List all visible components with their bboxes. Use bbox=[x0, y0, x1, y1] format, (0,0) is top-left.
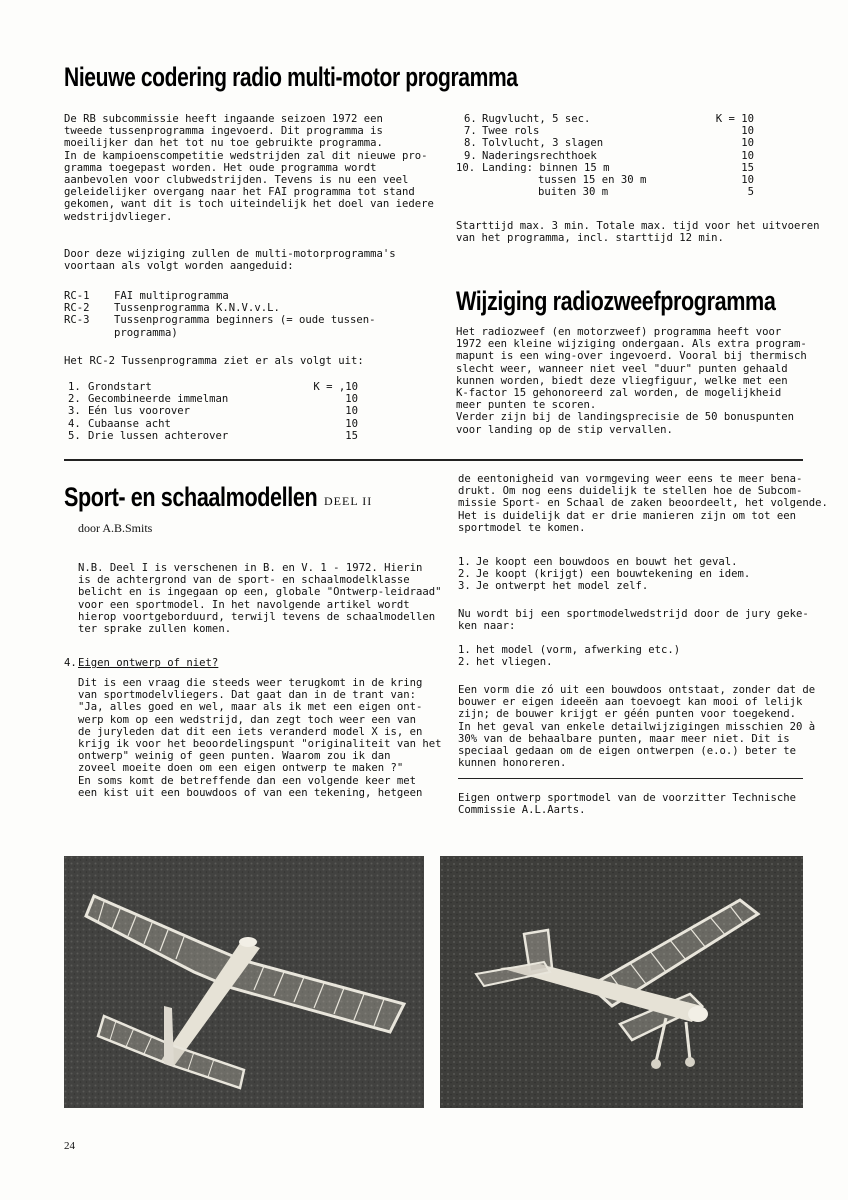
text-line: slecht weer, wanneer niet veel "duur" punten gehaald bbox=[456, 362, 788, 375]
text-line: speciaal gedaan om de eigen ontwerpen (e.o.) beter te bbox=[458, 744, 797, 757]
text-line: Het is duidelijk dat er drie manieren zijn om tot een bbox=[458, 509, 797, 522]
text-line: kunnen worden, biedt deze vliegfiguur, welke met een bbox=[456, 374, 788, 387]
text-line: drukt. Om nog eens duidelijk te stellen hoe de Subcom- bbox=[458, 485, 803, 498]
text-line: de juryleden dat dit een iets veranderd model X is, en bbox=[78, 725, 423, 738]
text-line: werp kom op een wedstrijd, dan zegt toch weer een van bbox=[78, 713, 417, 726]
text-line: 30% van de behaalbare punten, maar meer niet. Dit is bbox=[458, 732, 790, 745]
article2-body bbox=[456, 326, 807, 436]
text-line: voor een sportmodel. In het navolgende artikel wordt bbox=[78, 598, 410, 611]
text-line: van het programma, incl. starttijd 12 min. bbox=[456, 232, 724, 245]
list-item: tussen 15 en 30 m 10 bbox=[538, 173, 754, 186]
program-codes bbox=[64, 290, 404, 339]
text-line: In het geval van enkele detailwijzigingen misschien 20 à bbox=[458, 720, 816, 733]
text-line: Het radiozweef (en motorzweef) programma heeft voor bbox=[456, 326, 782, 338]
code-row bbox=[64, 327, 404, 339]
code-row bbox=[64, 302, 404, 314]
list-item: 3. Eén lus voorover 10 bbox=[68, 405, 358, 418]
code-label: RC-2 bbox=[64, 302, 90, 315]
text-line: zijn; de bouwer krijgt er géén punten voor toegekend. bbox=[458, 708, 797, 721]
list-item: 9. Naderingsrechthoek 10 bbox=[464, 149, 754, 162]
text-line: gekomen, want dit is toch uiteindelijk het doel van iedere bbox=[64, 198, 434, 211]
list-item: 2. het vliegen. bbox=[458, 656, 553, 669]
sport-model-photo-left bbox=[64, 856, 424, 1108]
text-line: K-factor 15 gehonoreerd zal worden, de mogelijkheid bbox=[456, 386, 782, 399]
text-line: sportmodel te komen. bbox=[458, 521, 586, 534]
article1-title: Nieuwe codering radio multi-motor programma bbox=[64, 62, 518, 92]
section-title: Eigen ontwerp of niet? bbox=[78, 657, 219, 669]
rc2-intro: Het RC-2 Tussenprogramma ziet er als volgt uit: bbox=[64, 355, 364, 367]
article3-author: door A.B.Smits bbox=[78, 521, 153, 535]
rc2-list-right bbox=[456, 113, 754, 198]
article3-part: DEEL II bbox=[324, 494, 373, 508]
text-line: van sportmodelvliegers. Dat gaat dan in de trant van: bbox=[78, 689, 417, 702]
text-line: wedstrijdvlieger. bbox=[64, 210, 173, 223]
text-line: "Ja, alles goed en wel, maar als ik met een eigen ont- bbox=[78, 701, 423, 714]
text-line: Verder zijn bij de landingsprecisie de 50 bonuspunten bbox=[456, 411, 795, 424]
code-desc: FAI multiprogramma bbox=[114, 290, 229, 302]
text-line: missie Sport- en Schaal de zaken beoordeelt, het volgende. bbox=[458, 497, 828, 510]
article1-intro bbox=[64, 113, 434, 223]
text-line: voortaan als volgt worden aangeduid: bbox=[64, 260, 294, 273]
starttijd-note bbox=[456, 220, 820, 245]
three-ways-list bbox=[458, 556, 788, 593]
code-label: RC-1 bbox=[64, 290, 90, 302]
list-item: 6. Rugvlucht, 5 sec. K = 10 bbox=[464, 113, 754, 125]
text-line: N.B. Deel I is verschenen in B. en V. 1 - 1972. Hierin bbox=[78, 562, 423, 574]
list-item: 1. het model (vorm, afwerking etc.) bbox=[458, 644, 681, 656]
nb-note bbox=[78, 562, 442, 635]
text-line: Starttijd max. 3 min. Totale max. tijd voor het uitvoeren bbox=[456, 220, 820, 232]
text-line: de eentonigheid van vormgeving weer eens te meer bena- bbox=[458, 473, 803, 485]
list-item: 8. Tolvlucht, 3 slagen 10 bbox=[464, 137, 754, 150]
article1-para2 bbox=[64, 248, 404, 272]
section-number: 4. bbox=[64, 657, 77, 669]
text-line: De RB subcommissie heeft ingaande seizoen 1972 een bbox=[64, 113, 383, 125]
text-line: Door deze wijziging zullen de multi-motorprogramma's bbox=[64, 248, 396, 260]
list-item: 4. Cubaanse acht 10 bbox=[68, 417, 358, 430]
section-heading bbox=[64, 657, 414, 669]
text-line: ontwerp" weinig of geen punten. Waarom zou ik dan bbox=[78, 750, 391, 763]
code-row bbox=[64, 290, 404, 302]
model-airplane-image bbox=[440, 856, 803, 1108]
text-line: Commissie A.L.Aarts. bbox=[458, 804, 586, 817]
text-line: meer punten te scoren. bbox=[456, 399, 597, 412]
page-number: 24 bbox=[64, 1140, 75, 1152]
list-item: 2. Gecombineerde immelman 10 bbox=[68, 393, 358, 406]
text-line: In de kampioenscompetitie wedstrijden zal dit nieuwe pro- bbox=[64, 149, 428, 162]
text-line: belicht en is ingegaan op een, globale "Ontwerp-leidraad" bbox=[78, 586, 442, 599]
list-item: 2. Je koopt (krijgt) een bouwtekening en idem. bbox=[458, 568, 751, 581]
list-item: 5. Drie lussen achterover 15 bbox=[68, 429, 358, 442]
text-line: zoveel moeite doen om een eigen ontwerp te maken ?" bbox=[78, 762, 404, 775]
text-line: bouwer er eigen ideeën aan toevoegt kan mooi of lelijk bbox=[458, 696, 803, 709]
caption-rule bbox=[458, 778, 803, 779]
code-row bbox=[64, 314, 404, 326]
article3-right-col bbox=[458, 473, 828, 534]
list-item: 10. Landing: binnen 15 m 15 bbox=[456, 161, 754, 174]
rc2-list-left bbox=[64, 381, 364, 442]
code-desc: programma) bbox=[114, 326, 178, 339]
list-item: 7. Twee rols 10 bbox=[464, 125, 754, 138]
section-divider bbox=[64, 459, 803, 461]
text-line: ter sprake zullen komen. bbox=[78, 622, 232, 635]
text-line: hierop voortgeborduurd, terwijl tevens de schaalmodellen bbox=[78, 610, 436, 623]
text-line: krijg ik voor het beoordelingspunt "originaliteit van het bbox=[78, 737, 442, 750]
jury-list bbox=[458, 644, 788, 668]
model-airplane-image bbox=[64, 856, 424, 1108]
text-line: gramma toegepast worden. Het oude programma wordt bbox=[64, 161, 377, 174]
text-line: 1972 een kleine wijziging ondergaan. Als extra program- bbox=[456, 338, 807, 351]
jury-intro bbox=[458, 608, 809, 633]
code-desc: Tussenprogramma beginners (= oude tussen- bbox=[114, 314, 376, 327]
list-item: 1. Grondstart K = ,10 bbox=[68, 381, 358, 393]
text-line: is de achtergrond van de sport- en schaalmodelklasse bbox=[78, 574, 410, 587]
text-line: En soms komt de betreffende dan een volgende keer met bbox=[78, 774, 417, 787]
text-line: Dit is een vraag die steeds weer terugkomt in de kring bbox=[78, 677, 423, 689]
text-line: geleidelijker overgang naar het FAI programma tot stand bbox=[64, 186, 415, 199]
article3-title: Sport- en schaalmodellen bbox=[64, 482, 318, 512]
article2-title: Wijziging radiozweefprogramma bbox=[456, 286, 776, 316]
text-line: tweede tussenprogramma ingevoerd. Dit programma is bbox=[64, 125, 383, 138]
text-line: Een vorm die zó uit een bouwdoos ontstaat, zonder dat de bbox=[458, 684, 816, 696]
text-line: ken naar: bbox=[458, 620, 516, 633]
text-line: aanbevolen voor clubwedstrijden. Tevens is nu een veel bbox=[64, 173, 409, 186]
photo-caption bbox=[458, 792, 803, 816]
list-item: 1. Je koopt een bouwdoos en bouwt het geval. bbox=[458, 556, 738, 568]
code-label: RC-3 bbox=[64, 314, 90, 327]
text-line: moeilijker dan het tot nu toe gebruikte programma. bbox=[64, 137, 383, 150]
list-item: buiten 30 m 5 bbox=[538, 186, 754, 199]
text-line: kunnen honoreren. bbox=[458, 757, 567, 770]
article3-closing bbox=[458, 684, 816, 770]
text-line: Nu wordt bij een sportmodelwedstrijd door de jury geke- bbox=[458, 608, 809, 620]
sport-model-photo-right bbox=[440, 856, 803, 1108]
code-desc: Tussenprogramma K.N.V.v.L. bbox=[114, 302, 280, 315]
section-body bbox=[78, 677, 442, 799]
text-line: een kist uit een bouwdoos of van een tekening, hetgeen bbox=[78, 786, 423, 799]
text-line: mapunt is een wing-over ingevoerd. Vooral bij thermisch bbox=[456, 350, 807, 363]
list-item: 3. Je ontwerpt het model zelf. bbox=[458, 580, 649, 593]
text-line: voor landing op de stip vervallen. bbox=[456, 423, 673, 436]
text-line: Eigen ontwerp sportmodel van de voorzitter Technische bbox=[458, 792, 797, 804]
